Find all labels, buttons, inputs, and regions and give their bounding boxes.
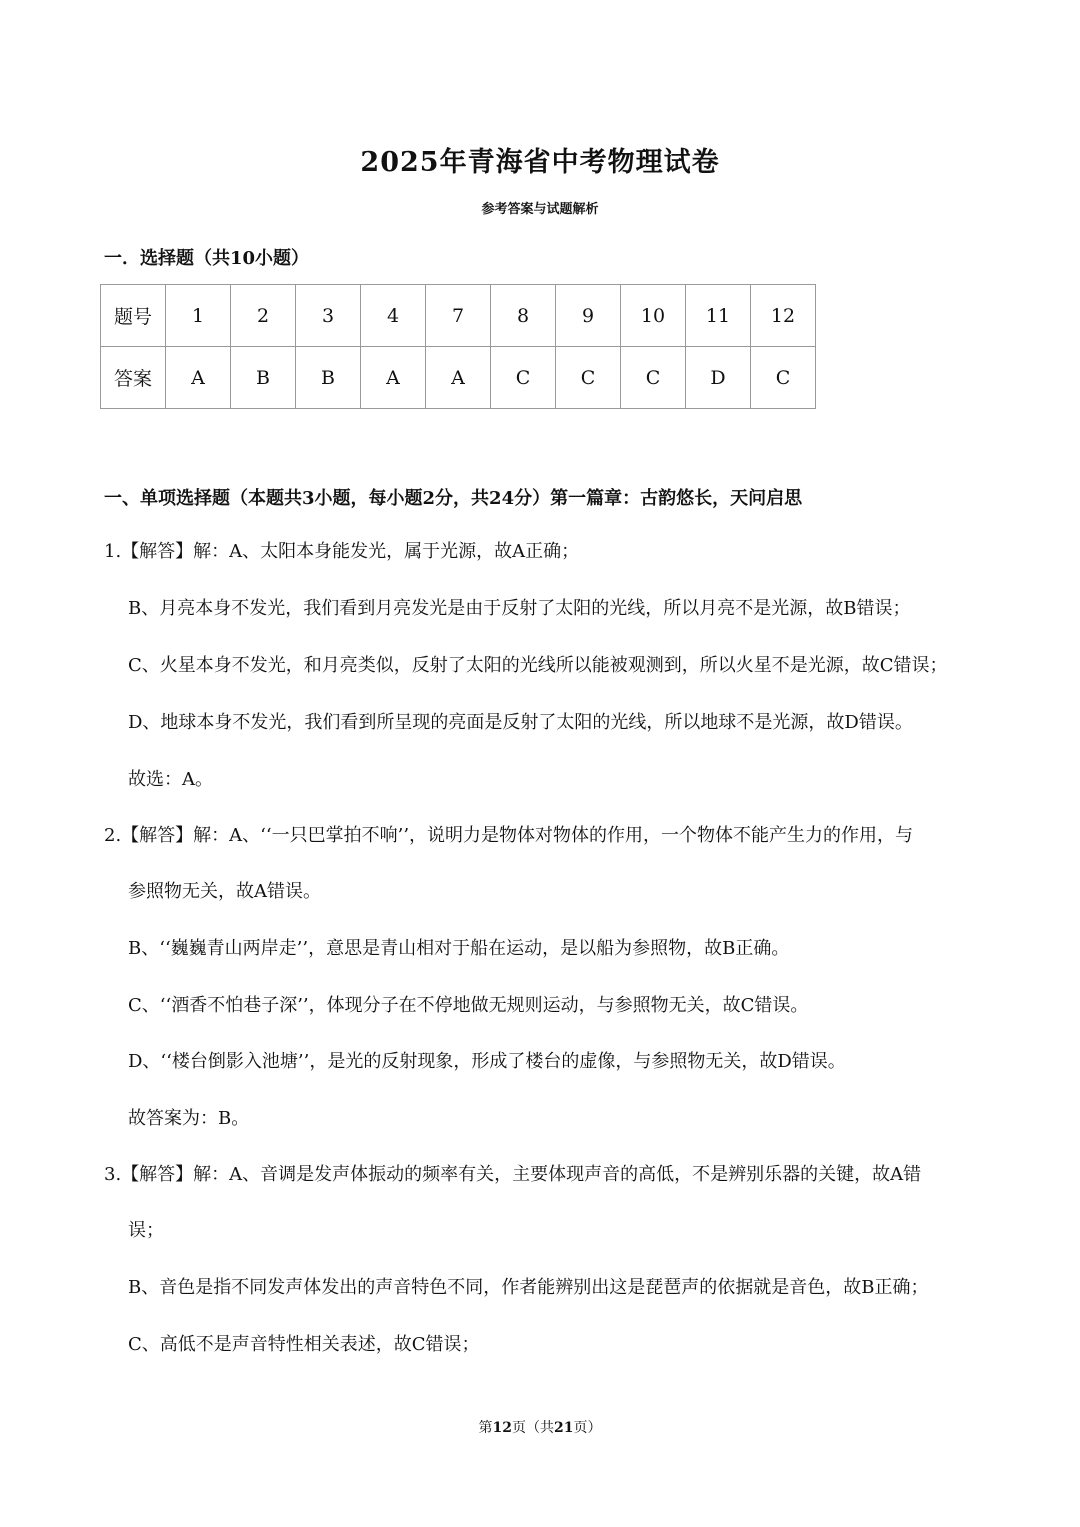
answer-cell: D bbox=[686, 347, 751, 409]
page-footer bbox=[0, 1417, 1080, 1437]
section-heading-choice: 一．选择题（共10小题） bbox=[104, 248, 310, 269]
q3-line-1: 3.【解答】解：A、音调是发声体振动的频率有关，主要体现声音的高低，不是辨别乐器的关键，故A错 bbox=[104, 1164, 922, 1185]
question-number-cell: 11 bbox=[686, 285, 751, 347]
answer-cell: A bbox=[166, 347, 231, 409]
answer-cell: C bbox=[751, 347, 816, 409]
answer-table-number-row bbox=[101, 285, 816, 347]
q3-line-3: B、音色是指不同发声体发出的声音特色不同，作者能辨别出这是琵琶声的依据就是音色，故B正确； bbox=[128, 1277, 929, 1298]
table-answer-label: 答案 bbox=[101, 347, 166, 409]
q1-line-4: D、地球本身不发光，我们看到所呈现的亮面是反射了太阳的光线，所以地球不是光源，故D错误。 bbox=[128, 712, 913, 733]
answer-cell: C bbox=[621, 347, 686, 409]
q3-line-2: 误； bbox=[128, 1220, 164, 1241]
q1-line-1: 1.【解答】解：A、太阳本身能发光，属于光源，故A正确； bbox=[104, 541, 580, 562]
section-heading-single-choice: 一、单项选择题（本题共3小题，每小题2分，共24分）第一篇章：古韵悠长，天问启思 bbox=[104, 488, 803, 509]
q3-line-4: C、高低不是声音特性相关表述，故C错误； bbox=[128, 1334, 480, 1355]
question-number-cell: 4 bbox=[361, 285, 426, 347]
q2-line-1: 2.【解答】解：A、‘‘一只巴掌拍不响’’，说明力是物体对物体的作用，一个物体不能产生力的作用，与 bbox=[104, 825, 914, 846]
question-number-cell: 9 bbox=[556, 285, 621, 347]
q2-line-5: D、‘‘楼台倒影入池塘’’，是光的反射现象，形成了楼台的虚像，与参照物无关，故D错误。 bbox=[128, 1051, 846, 1072]
q2-line-2: 参照物无关，故A错误。 bbox=[128, 881, 321, 902]
q2-conclusion: 故答案为：B。 bbox=[128, 1108, 250, 1129]
answer-table-answer-row bbox=[101, 347, 816, 409]
question-number-cell: 7 bbox=[426, 285, 491, 347]
answer-cell: A bbox=[361, 347, 426, 409]
q1-line-3: C、火星本身不发光，和月亮类似，反射了太阳的光线所以能被观测到，所以火星不是光源，故C错误； bbox=[128, 655, 948, 676]
question-number-cell: 12 bbox=[751, 285, 816, 347]
answer-cell: A bbox=[426, 347, 491, 409]
page-title: 2025年青海省中考物理试卷 bbox=[360, 147, 720, 178]
footer-suffix: 页） bbox=[573, 1420, 602, 1436]
answer-cell: C bbox=[556, 347, 621, 409]
table-header-label: 题号 bbox=[101, 285, 166, 347]
question-number-cell: 3 bbox=[296, 285, 361, 347]
question-number-cell: 2 bbox=[231, 285, 296, 347]
q2-line-4: C、‘‘酒香不怕巷子深’’，体现分子在不停地做无规则运动，与参照物无关，故C错误。 bbox=[128, 995, 809, 1016]
answer-cell: B bbox=[231, 347, 296, 409]
footer-total-pages: 21 bbox=[554, 1420, 574, 1436]
question-number-cell: 10 bbox=[621, 285, 686, 347]
question-number-cell: 1 bbox=[166, 285, 231, 347]
q1-conclusion: 故选：A。 bbox=[128, 769, 213, 790]
q1-line-2: B、月亮本身不发光，我们看到月亮发光是由于反射了太阳的光线，所以月亮不是光源，故B错误； bbox=[128, 598, 911, 619]
footer-middle: 页（共 bbox=[512, 1420, 554, 1436]
answer-table bbox=[100, 284, 816, 409]
footer-page-number: 12 bbox=[492, 1420, 512, 1436]
footer-prefix: 第 bbox=[478, 1420, 493, 1436]
question-number-cell: 8 bbox=[491, 285, 556, 347]
page-subtitle: 参考答案与试题解析 bbox=[481, 202, 599, 217]
answer-cell: C bbox=[491, 347, 556, 409]
q2-line-3: B、‘‘巍巍青山两岸走’’，意思是青山相对于船在运动，是以船为参照物，故B正确。 bbox=[128, 938, 790, 959]
answer-cell: B bbox=[296, 347, 361, 409]
